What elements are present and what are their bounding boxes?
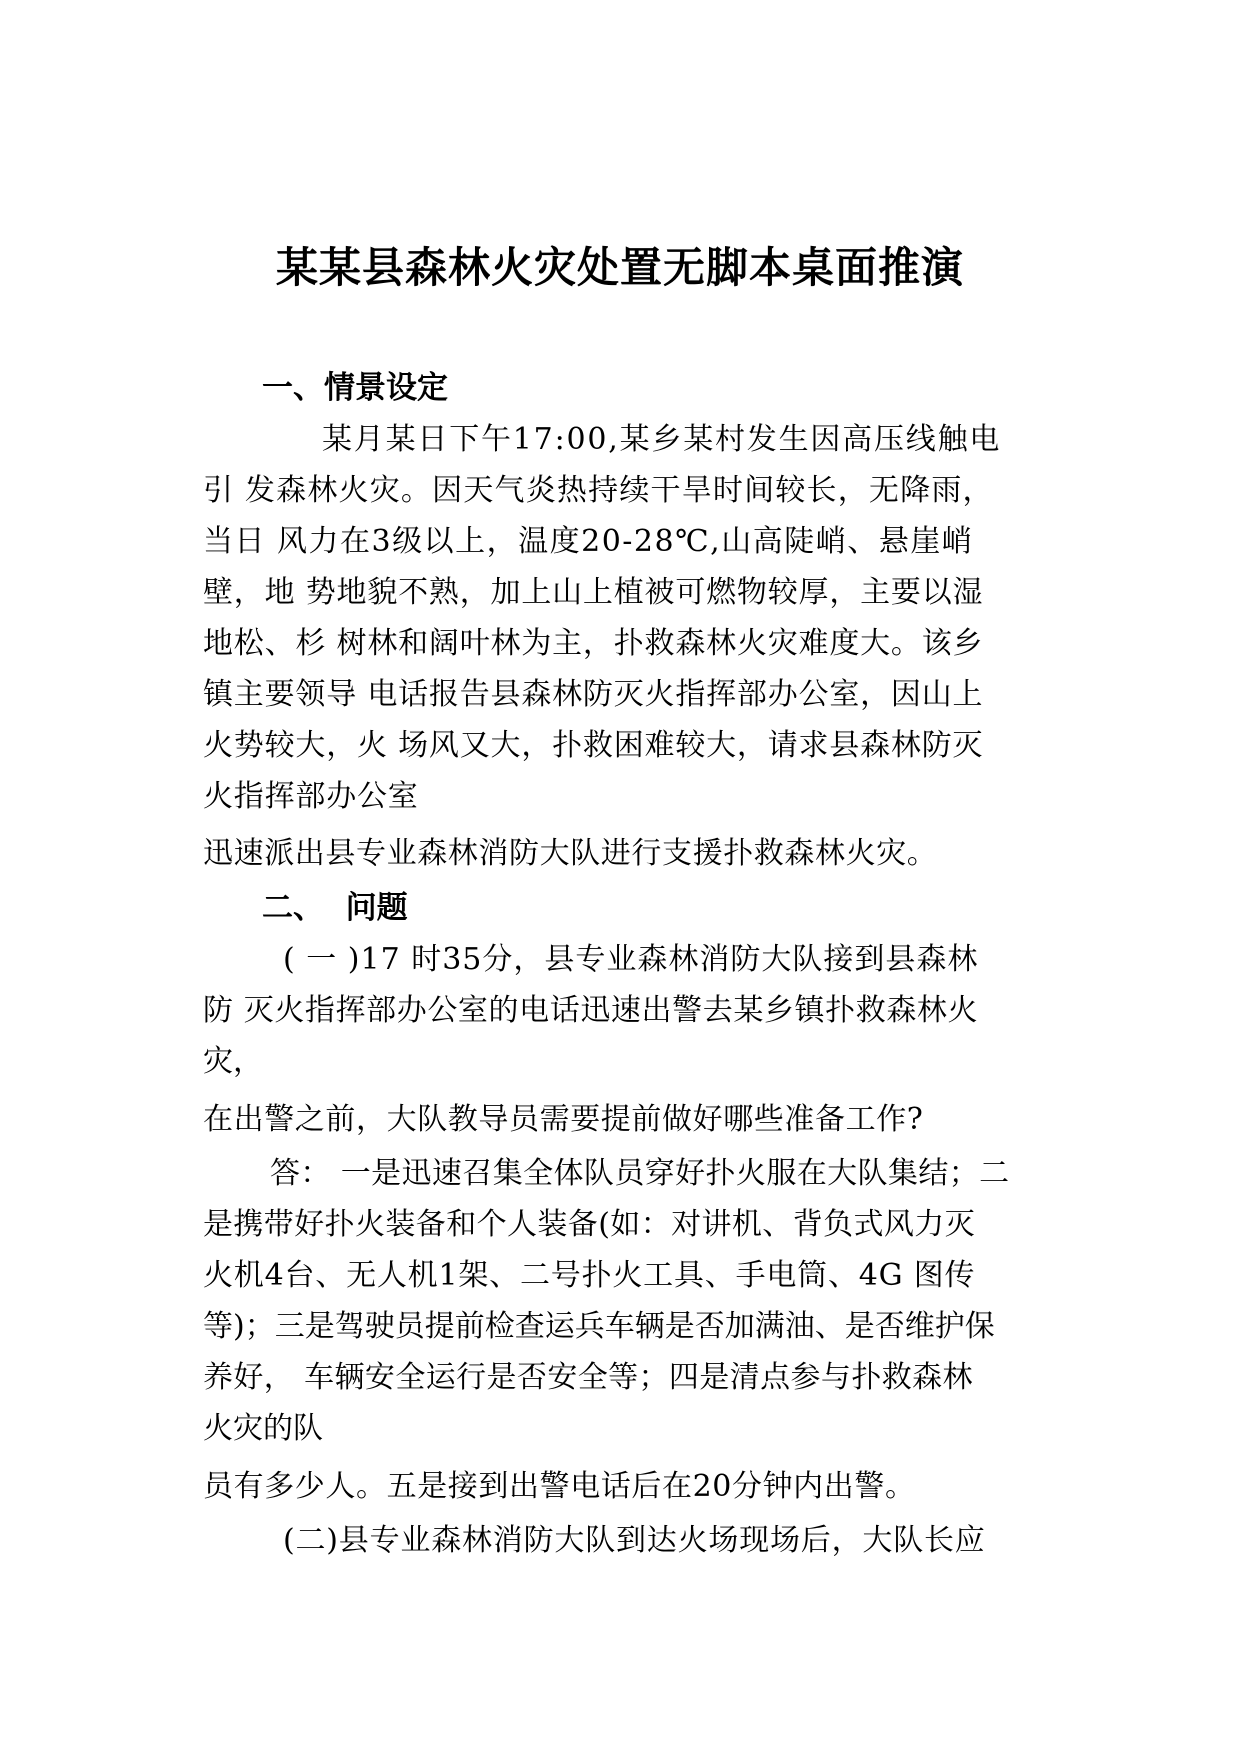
paragraph-line: 员有多少人。五是接到出警电话后在20分钟内出警。 (203, 1469, 916, 1504)
paragraph-line: 等)；三是驾驶员提前检查运兵车辆是否加满油、是否维护保 (203, 1309, 995, 1344)
document-title: 某某县森林火灾处置无脚本桌面推演 (275, 243, 964, 292)
paragraph-line: 地松、杉 树林和阔叶林为主，扑救森林火灾难度大。该乡 (203, 626, 984, 661)
paragraph-line: 引 发森林火灾。因天气炎热持续干旱时间较长，无降雨， (203, 473, 994, 508)
paragraph-line: 养好， 车辆安全运行是否安全等；四是清点参与扑救森林 (203, 1360, 973, 1395)
paragraph-line: (二)县专业森林消防大队到达火场现场后，大队长应 (283, 1523, 986, 1558)
paragraph-line: 答： 一是迅速召集全体队员穿好扑火服在大队集结；二 (270, 1156, 1010, 1191)
paragraph-line: 是携带好扑火装备和个人装备(如：对讲机、背负式风力灭 (203, 1207, 976, 1242)
paragraph-line: ( 一 )17 时35分，县专业森林消防大队接到县森林 (283, 942, 979, 977)
paragraph-line: 壁，地 势地貌不熟，加上山上植被可燃物较厚，主要以湿 (203, 575, 984, 610)
paragraph-line: 火指挥部办公室 (203, 779, 419, 814)
paragraph-line: 镇主要领导 电话报告县森林防灭火指挥部办公室，因山上 (203, 677, 984, 712)
paragraph-line: 火灾的队 (203, 1411, 323, 1446)
section-heading-scenario: 一、情景设定 (262, 370, 448, 406)
paragraph-line: 迅速派出县专业森林消防大队进行支援扑救森林火灾。 (203, 836, 938, 871)
paragraph-line: 防 灭火指挥部办公室的电话迅速出警去某乡镇扑救森林火 (203, 993, 979, 1028)
paragraph-line: 某月某日下午17:00,某乡某村发生因高压线触电 (322, 422, 1002, 457)
section-heading-questions: 二、 问题 (262, 890, 408, 926)
paragraph-line: 当日 风力在3级以上，温度20-28℃,山高陡峭、悬崖峭 (203, 524, 974, 559)
paragraph-line: 在出警之前，大队教导员需要提前做好哪些准备工作? (203, 1102, 924, 1137)
paragraph-line: 火机4台、无人机1架、二号扑火工具、手电筒、4G 图传 (203, 1258, 976, 1293)
paragraph-line: 火势较大，火 场风又大，扑救困难较大，请求县森林防灭 (203, 728, 984, 763)
paragraph-line: 灾， (203, 1044, 263, 1079)
